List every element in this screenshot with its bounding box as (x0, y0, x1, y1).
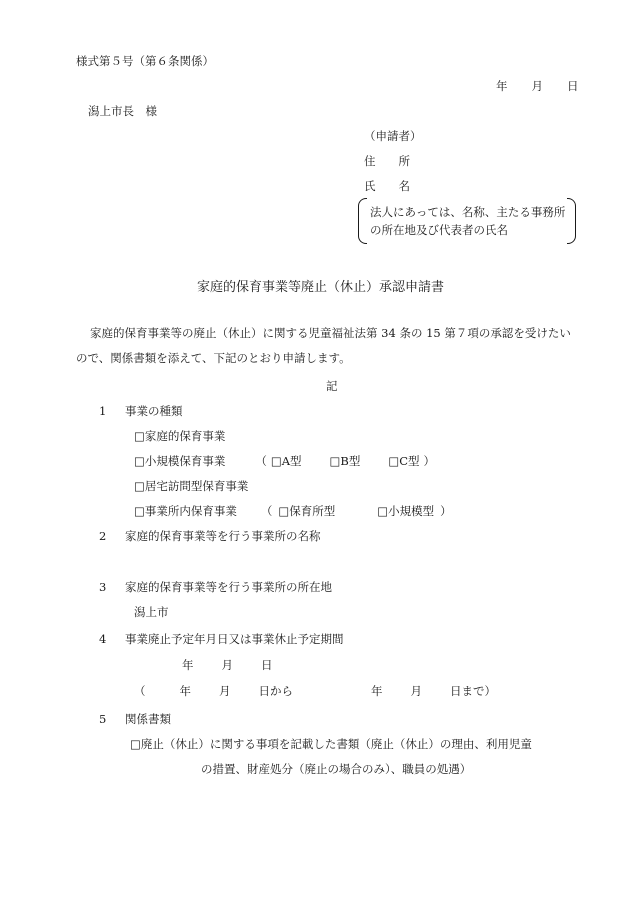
paren-close: ） (440, 504, 452, 518)
facility-city: 潟上市 (134, 605, 169, 619)
section-1-heading (99, 403, 183, 419)
section-4-heading (99, 631, 344, 647)
section-2-heading (99, 528, 321, 544)
related-doc-line2: の措置、財産処分（廃止の場合のみ）、職員の処遇） (201, 762, 472, 776)
section-5-title: 関係書類 (125, 712, 171, 726)
closure-year: 年 (182, 658, 194, 672)
right-bracket (567, 198, 576, 244)
period-year-end: 年 (371, 684, 383, 698)
section-3-title: 家庭的保育事業等を行う事業所の所在地 (125, 580, 332, 594)
option-home-visit[interactable]: □居宅訪問型保育事業 (134, 479, 249, 493)
period-until: 日まで） (450, 684, 496, 698)
period-year-start: 年 (179, 684, 191, 698)
closure-date (182, 657, 273, 673)
section-4-number: 4 (99, 632, 107, 646)
option-small-scale (134, 453, 435, 469)
applicant-name-label: 氏 名 (364, 179, 410, 193)
suspension-period (134, 683, 496, 699)
period-from: 日から (258, 684, 293, 698)
period-month-end: 月 (410, 684, 422, 698)
section-5-heading (99, 711, 171, 727)
option-workplace-label[interactable]: □事業所内保育事業 (134, 504, 237, 518)
application-date (496, 78, 579, 94)
section-2-number: 2 (99, 529, 107, 543)
section-3-number: 3 (99, 580, 107, 594)
section-3-heading (99, 579, 332, 595)
date-year: 年 (496, 79, 508, 93)
applicant-label: （申請者） (364, 129, 422, 143)
addressee: 潟上市長 様 (88, 104, 157, 118)
body-line2: ので、関係書類を添えて、下記のとおり申請します。 (76, 351, 351, 365)
corporate-note-line2: の所在地及び代表者の氏名 (370, 223, 508, 237)
body-line1: 家庭的保育事業等の廃止（休止）に関する児童福祉法第 34 条の 15 第７項の承認を受けたい (90, 326, 571, 340)
closure-month: 月 (221, 658, 233, 672)
document-title: 家庭的保育事業等廃止（休止）承認申請書 (197, 280, 445, 295)
closure-day: 日 (261, 658, 273, 672)
period-paren-open: （ (134, 684, 146, 698)
section-1-title: 事業の種類 (125, 404, 183, 418)
corporate-note (358, 198, 576, 244)
section-4-title: 事業廃止予定年月日又は事業休止予定期間 (125, 632, 344, 646)
date-day: 日 (567, 79, 579, 93)
option-small-scale-label[interactable]: □小規模保育事業 (134, 454, 226, 468)
date-month: 月 (531, 79, 543, 93)
section-1-number: 1 (99, 404, 107, 418)
corporate-note-line1: 法人にあっては、名称、主たる事務所 (370, 205, 566, 219)
related-doc-line1[interactable]: □廃止（休止）に関する事項を記載した書類（廃止（休止）の理由、利用児童 (130, 737, 532, 751)
form-code: 様式第５号（第６条関係） (76, 54, 214, 68)
option-type-b[interactable]: □B型 (329, 454, 361, 468)
section-2-title: 家庭的保育事業等を行う事業所の名称 (125, 529, 321, 543)
paren-open: （ (260, 504, 273, 518)
applicant-address-label: 住 所 (364, 154, 410, 168)
period-month-start: 月 (219, 684, 231, 698)
paren-open: （ (255, 454, 267, 468)
option-family-care[interactable]: □家庭的保育事業 (134, 429, 226, 443)
option-small-type[interactable]: □小規模型 (377, 504, 435, 518)
paren-close: ） (423, 454, 436, 468)
option-type-a[interactable]: □A型 (270, 454, 302, 468)
option-type-c[interactable]: □C型 (388, 454, 420, 468)
option-nursery-type[interactable]: □保育所型 (278, 504, 336, 518)
ki-heading: 記 (326, 379, 338, 393)
section-5-number: 5 (99, 712, 107, 726)
left-bracket (358, 198, 367, 244)
option-workplace (134, 503, 452, 519)
